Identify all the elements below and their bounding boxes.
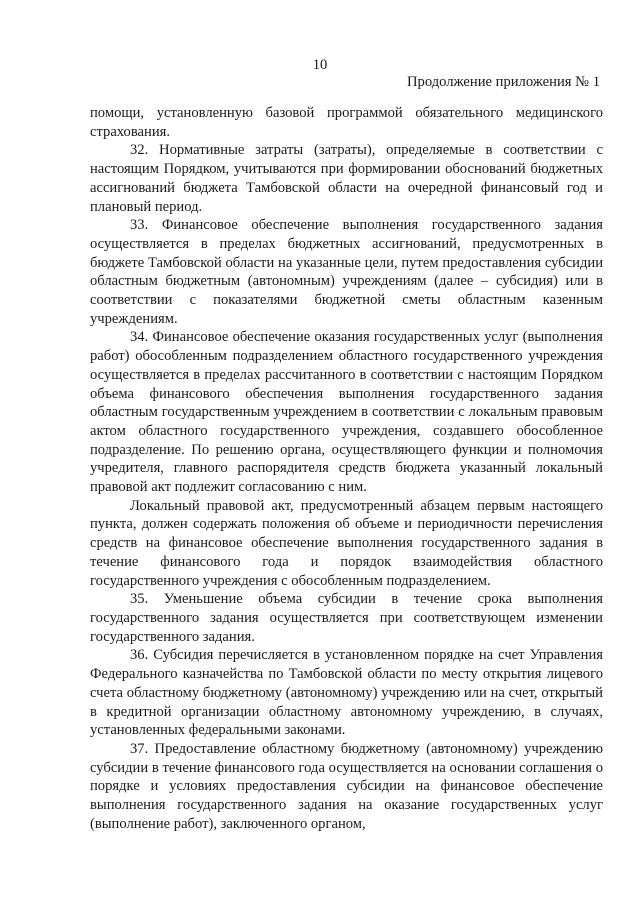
paragraph: 37. Предоставление областному бюджетному (автономному) учреждению субсидии в течение финансового года осуществляется на основании соглашения о порядке и условиях предоставления субсидии на финансовое обеспечение выполнения государственного задания на оказание государственных услуг (выполнение работ), заключенного органом,	[90, 740, 603, 832]
paragraph: помощи, установленную базовой программой обязательного медицинского страхования.	[90, 105, 603, 140]
paragraph: Локальный правовой акт, предусмотренный абзацем первым настоящего пункта, должен содержать положения об объеме и периодичности перечисления средств на финансовое обеспечение выполнения государственного задания в течение финансового года и порядок взаимодействия областного государственного учреждения с обособленным подразделением.	[90, 497, 603, 589]
paragraph: 36. Субсидия перечисляется в установленном порядке на счет Управления Федерального казначейства по Тамбовской области по месту открытия лицевого счета областному бюджетному (автономному) учреждению или на счет, открытый в кредитной организации областному автономному учреждению, в случаях, установленных федеральными законами.	[90, 647, 603, 739]
page-number: 10	[312, 57, 328, 73]
paragraph: 32. Нормативные затраты (затраты), определяемые в соответствии с настоящим Порядком, учитываются при формировании обоснований бюджетных ассигнований бюджета Тамбовской области на очередной финансовый год и плановый период.	[90, 142, 603, 215]
paragraph: 33. Финансовое обеспечение выполнения государственного задания осуществляется в пределах бюджетных ассигнований, предусмотренных в бюджете Тамбовской области на указанные цели, путем предоставления субсидии областным бюджетным (автономным) учреждениям (далее – субсидия) или в соответствии с показателями бюджетной сметы областным казенным учреждениям.	[90, 217, 603, 327]
running-header: Продолжение приложения № 1	[407, 74, 600, 90]
paragraph: 35. Уменьшение объема субсидии в течение срока выполнения государственного задания осуществляется при соответствующем изменении государственного задания.	[90, 591, 603, 645]
body-text	[90, 104, 603, 833]
paragraph: 34. Финансовое обеспечение оказания государственных услуг (выполнения работ) обособленным подразделением областного государственного учреждения осуществляется в пределах рассчитанного в соответствии с настоящим Порядком объема финансового обеспечения выполнения государственного задания областным государственным учреждением в соответствии с локальным правовым актом областного государственного учреждения, создавшего обособленное подразделение. По решению органа, осуществляющего функции и полномочия учредителя, главного распорядителя средств бюджета указанный локальный правовой акт подлежит согласованию с ним.	[90, 329, 603, 496]
